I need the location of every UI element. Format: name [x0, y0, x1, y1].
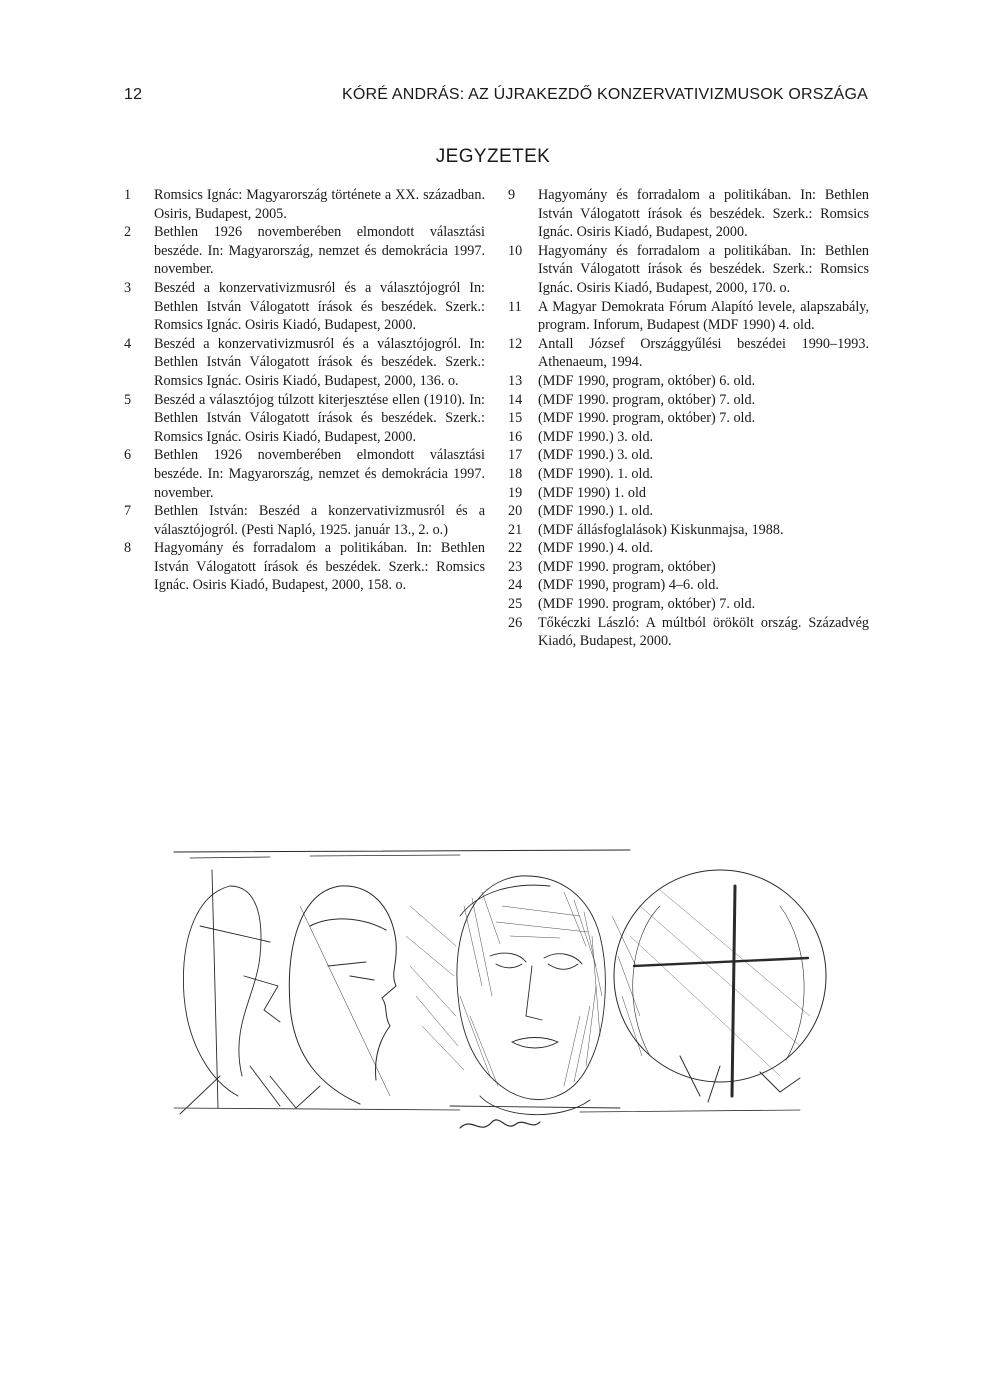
note-number: 10	[508, 242, 523, 259]
note-number: 21	[508, 521, 523, 538]
note-item	[508, 521, 869, 540]
notes-column-left	[124, 186, 485, 595]
note-number: 22	[508, 540, 523, 557]
note-number: 19	[508, 484, 523, 501]
note-number: 8	[124, 540, 132, 557]
note-number: 5	[124, 391, 132, 408]
note-number: 6	[124, 447, 132, 464]
note-number: 1	[124, 187, 132, 203]
note-text: A Magyar Demokrata Fórum Alapító levele, alapszabály, program. Inforum, Budapest (MDF 1990) 4. old.	[538, 298, 869, 334]
note-text: (MDF 1990. program, október)	[538, 558, 716, 575]
note-number: 14	[508, 391, 523, 408]
note-text: (MDF 1990) 1. old	[538, 484, 646, 501]
note-text: Tőkéczki László: A múltból örökölt ország. Századvég Kiadó, Budapest, 2000.	[538, 614, 869, 650]
note-number: 3	[124, 279, 132, 296]
notes-column-right	[508, 186, 869, 651]
note-number: 23	[508, 558, 523, 575]
note-number: 13	[508, 372, 523, 389]
note-item	[124, 502, 485, 539]
note-item	[508, 484, 869, 503]
note-number: 7	[124, 503, 132, 520]
note-text: Antall József Országgyűlési beszédei 1990–1993. Athenaeum, 1994.	[538, 335, 869, 371]
note-text: (MDF 1990. program, október) 7. old.	[538, 391, 756, 408]
note-item	[508, 409, 869, 428]
note-item	[508, 502, 869, 521]
note-number: 26	[508, 614, 523, 631]
note-item	[508, 465, 869, 484]
note-item	[508, 428, 869, 447]
note-text: (MDF 1990, program) 4–6. old.	[538, 577, 719, 594]
note-item	[508, 335, 869, 372]
note-text: Hagyomány és forradalom a politikában. In: Bethlen István Válogatott írások és beszédek. Szerk.: Romsics Ignác. Osiris Kiadó, Budapest, 2000, 170. o.	[538, 242, 869, 296]
ink-drawing-faces-icon	[160, 846, 840, 1136]
note-text: Beszéd a konzervativizmusról és a választójogról. In: Bethlen István Válogatott írások és beszédek. Szerk.: Romsics Ignác. Osiris Kiadó, Budapest, 2000, 136. o.	[154, 335, 485, 389]
note-item	[508, 391, 869, 410]
note-number: 15	[508, 410, 523, 427]
note-number: 11	[508, 298, 522, 315]
note-number: 25	[508, 596, 523, 613]
note-text: Hagyomány és forradalom a politikában. In: Bethlen István Válogatott írások és beszédek. Szerk.: Romsics Ignác. Osiris Kiadó, Budapest, 2000.	[538, 187, 869, 241]
note-text: Hagyomány és forradalom a politikában. In: Bethlen István Válogatott írások és beszédek. Szerk.: Romsics Ignác. Osiris Kiadó, Budapest, 2000, 158. o.	[154, 540, 485, 594]
note-number: 12	[508, 335, 523, 352]
note-number: 9	[508, 187, 516, 203]
note-item	[508, 242, 869, 298]
note-item	[124, 539, 485, 595]
note-item	[508, 298, 869, 335]
note-item	[508, 186, 869, 242]
note-text: (MDF 1990. program, október) 7. old.	[538, 596, 756, 613]
note-text: (MDF 1990. program, október) 7. old.	[538, 410, 756, 427]
note-text: Beszéd a választójog túlzott kiterjesztése ellen (1910). In: Bethlen István Válogatott írások és beszédek. Szerk.: Romsics Ignác. Osiris Kiadó, Budapest, 2000.	[154, 391, 485, 445]
note-text: (MDF 1990.) 3. old.	[538, 428, 654, 445]
note-text: Beszéd a konzervativizmusról és a választójogról In: Bethlen István Válogatott írások és beszédek. Szerk.: Romsics Ignác. Osiris Kiadó, Budapest, 2000.	[154, 279, 485, 334]
note-item	[508, 576, 869, 595]
note-number: 2	[124, 224, 132, 241]
note-text: Romsics Ignác: Magyarország története a XX. században. Osiris, Budapest, 2005.	[154, 187, 485, 222]
note-item	[124, 279, 485, 335]
note-text: (MDF 1990). 1. old.	[538, 465, 654, 482]
note-item	[124, 223, 485, 279]
note-item	[124, 446, 485, 502]
note-text: (MDF 1990.) 4. old.	[538, 540, 654, 557]
note-item	[508, 614, 869, 651]
page-number: 12	[124, 86, 143, 103]
note-number: 4	[124, 335, 132, 352]
note-text: Bethlen István: Beszéd a konzervativizmusról és a választójogról. (Pesti Napló, 1925. január 13., 2. o.)	[154, 503, 485, 538]
note-item	[124, 335, 485, 391]
note-number: 17	[508, 447, 523, 464]
note-text: Bethlen 1926 novemberében elmondott választási beszéde. In: Magyarország, nemzet és demokrácia 1997. november.	[154, 447, 485, 501]
note-item	[508, 372, 869, 391]
note-item	[124, 186, 485, 223]
note-text: (MDF 1990, program, október) 6. old.	[538, 372, 756, 389]
note-text: Bethlen 1926 novemberében elmondott választási beszéde. In: Magyarország, nemzet és demokrácia 1997. november.	[154, 224, 485, 278]
note-number: 18	[508, 465, 523, 482]
note-item	[124, 391, 485, 447]
note-item	[508, 595, 869, 614]
note-item	[508, 558, 869, 577]
note-number: 24	[508, 577, 523, 594]
note-text: (MDF 1990.) 1. old.	[538, 503, 654, 520]
note-text: (MDF 1990.) 3. old.	[538, 447, 654, 464]
note-item	[508, 539, 869, 558]
note-number: 16	[508, 428, 523, 445]
section-title: JEGYZETEK	[435, 146, 551, 167]
running-title: KÓRÉ ANDRÁS: AZ ÚJRAKEZDŐ KONZERVATIVIZMUSOK ORSZÁGA	[341, 86, 868, 103]
note-number: 20	[508, 503, 523, 520]
note-item	[508, 446, 869, 465]
note-text: (MDF állásfoglalások) Kiskunmajsa, 1988.	[538, 521, 784, 538]
